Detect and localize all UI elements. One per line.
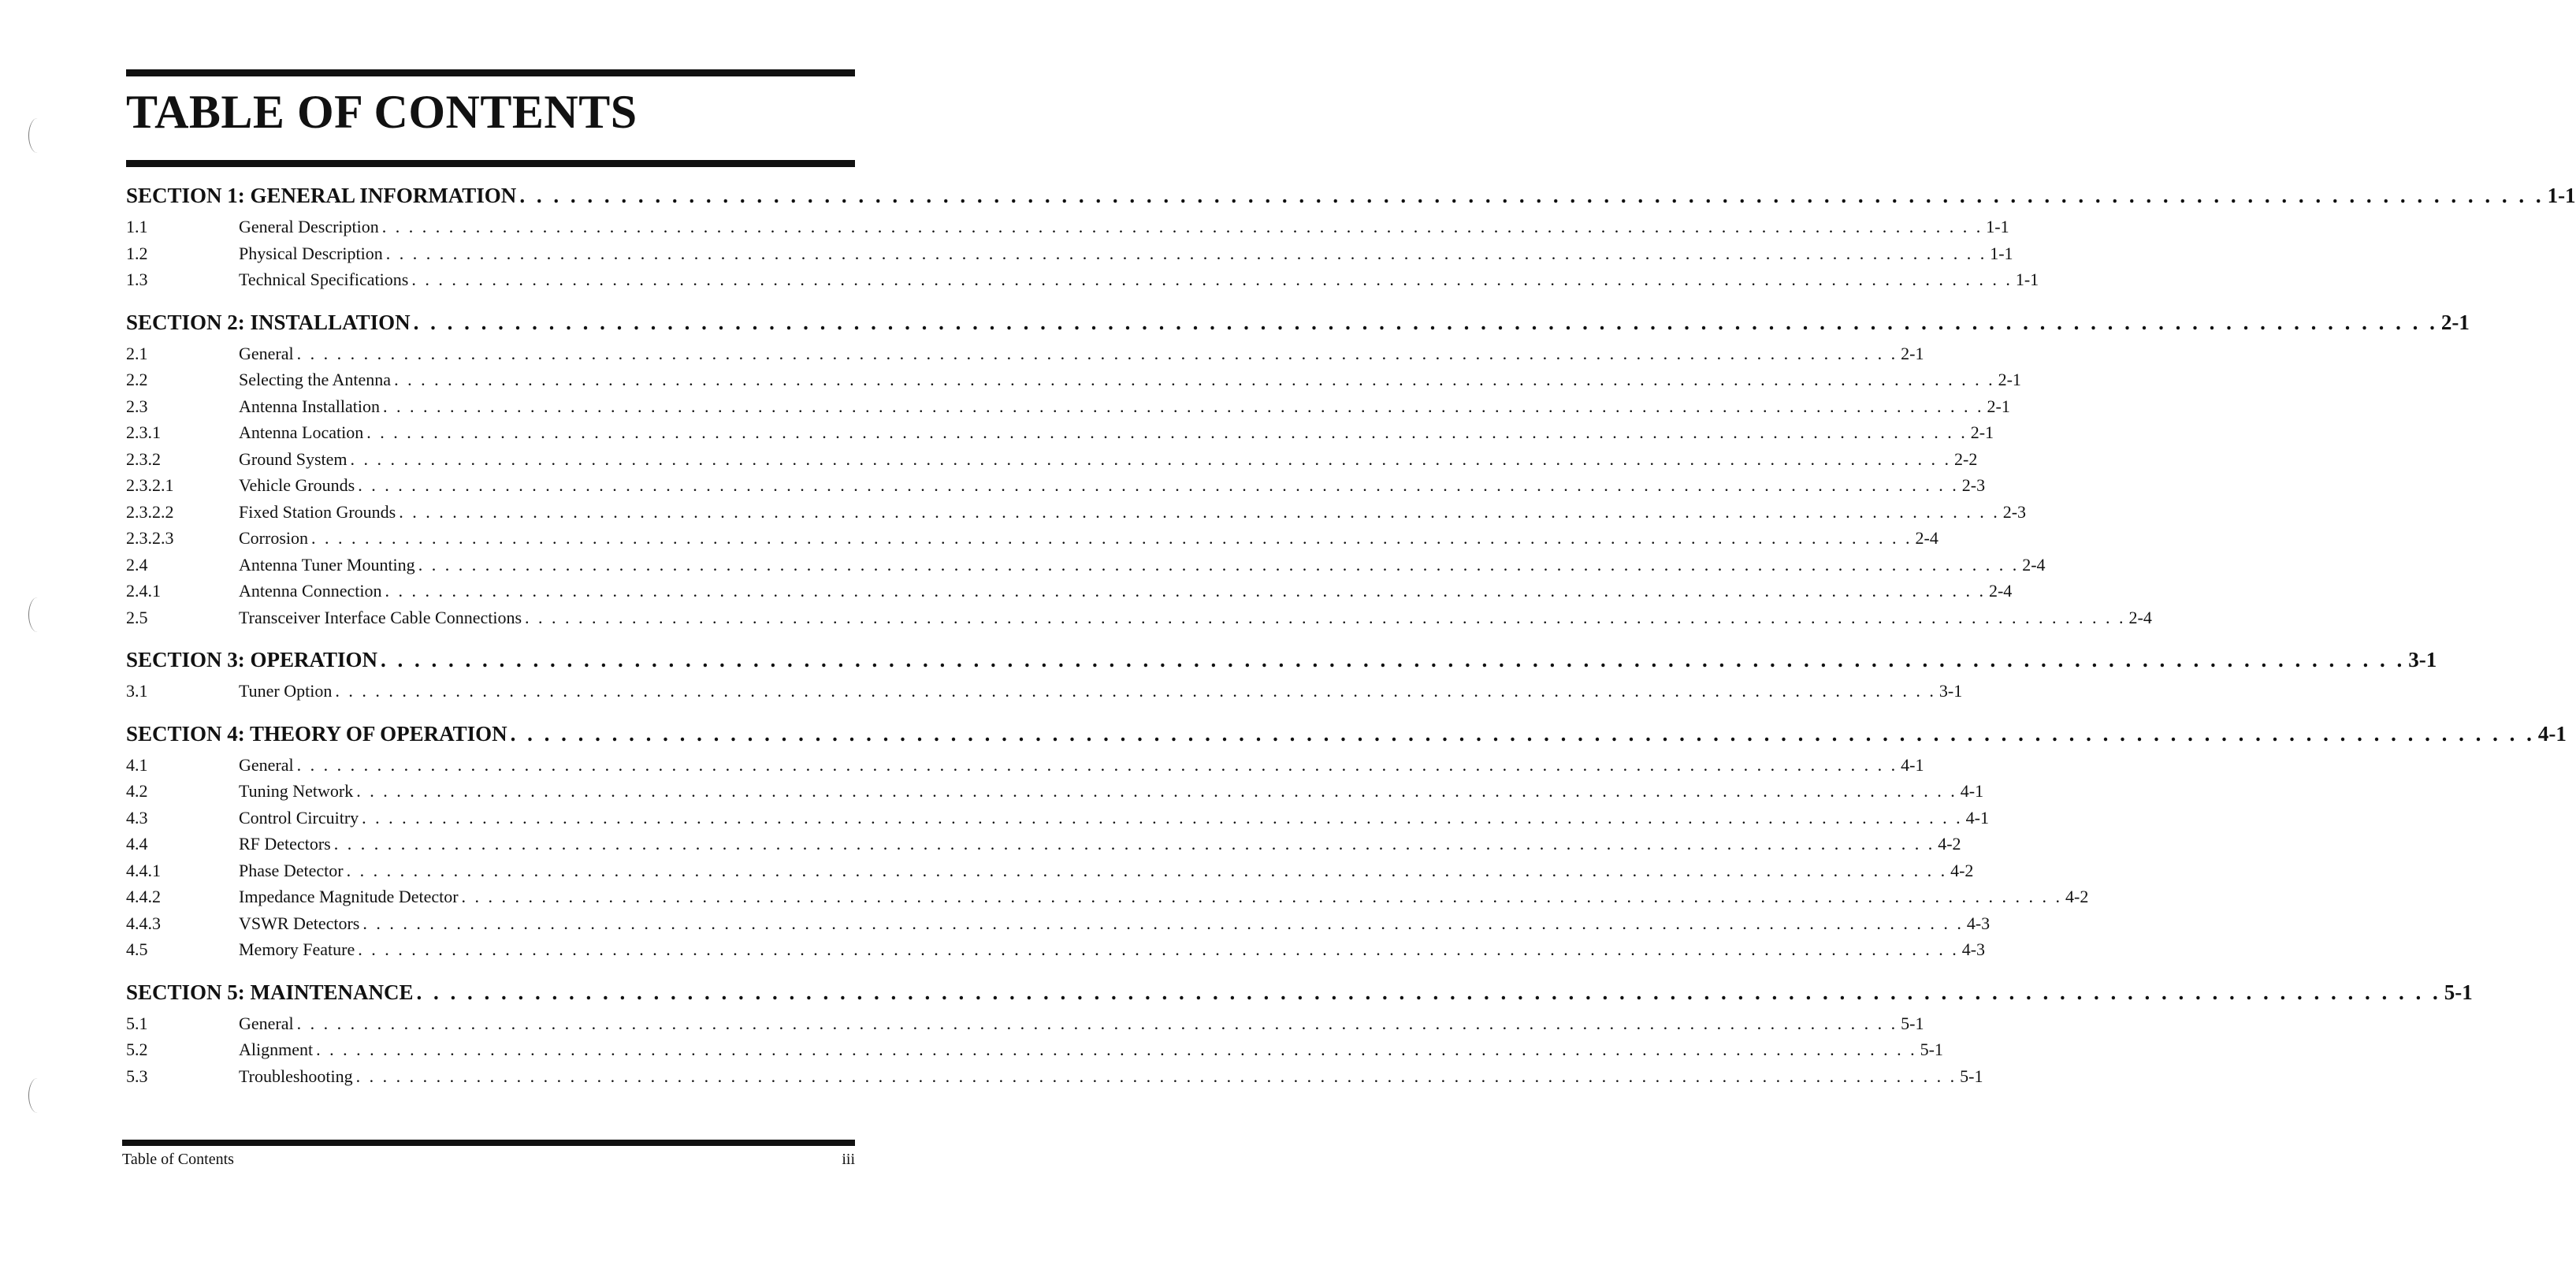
entry-page-number: 1-1 [1990, 243, 2013, 263]
entry-page-number: 4-2 [1938, 834, 1961, 854]
entry-number: 4.5 [126, 939, 148, 959]
toc-entry[interactable] [126, 936, 1986, 963]
entry-number: 2.2 [126, 370, 148, 389]
entry-number: 1.1 [126, 217, 148, 236]
entry-title: Tuner Option [239, 681, 333, 701]
toc-entry[interactable] [126, 578, 2013, 604]
entry-page-number: 2-3 [1961, 475, 1986, 495]
entry-page-number: 4-2 [2065, 887, 2089, 906]
dot-leader: . . . . . . . . . . . . . . . . . . . . . . . . . . . . . . . . . . . . . . . . . . . . . . . . . . . . . . . . . . . . . . . . . . . . . . . . . . . . . . . . . . . . . . . . . . . . . . . . . . . . . . . . . . . . . . . . . . . . . . . . [383, 396, 1984, 416]
entry-page-number: 2-3 [2002, 501, 2027, 522]
section-page-number: 3-1 [2408, 648, 2437, 671]
entry-page-number: 5-1 [1960, 1066, 1983, 1086]
entry-title: Impedance Magnitude Detector [239, 887, 459, 906]
entry-number: 4.4.1 [126, 860, 161, 880]
dot-leader: . . . . . . . . . . . . . . . . . . . . . . . . . . . . . . . . . . . . . . . . . . . . . . . . . . . . . . . . . . . . . . . . . . . . . . . . . . . . . . . . . . . . . . . . . . . . . . . . . . . . . . . . . . . . . . . . . . . . . . . . [381, 217, 1983, 236]
entry-title: Technical Specifications [239, 270, 409, 289]
entry-number: 1.3 [126, 270, 148, 289]
entry-title: Troubleshooting [239, 1066, 353, 1086]
toc-section [126, 974, 2473, 1090]
section-label: SECTION 3: OPERATION [126, 648, 378, 671]
entry-title: Transceiver Interface Cable Connections [239, 607, 522, 627]
entry-number: 4.4 [126, 834, 148, 854]
entry-title: VSWR Detectors [239, 913, 360, 933]
entry-title: Physical Description [239, 243, 383, 263]
toc-entry[interactable] [126, 604, 2152, 631]
entry-page-number: 2-1 [1970, 422, 1994, 442]
entry-page-number: 2-4 [2022, 554, 2046, 575]
section-label: SECTION 1: GENERAL INFORMATION [126, 184, 517, 207]
entry-number: 2.3.2 [126, 448, 161, 469]
entry-title: RF Detectors [239, 834, 331, 854]
entry-page-number: 4-3 [1966, 913, 1991, 933]
entry-number: 2.3.2.2 [126, 501, 174, 522]
entry-page-number: 1-1 [1986, 217, 2009, 236]
entry-page-number: 2-4 [1988, 581, 2013, 601]
entry-number: 2.3.2.3 [126, 528, 174, 548]
dot-leader: . . . . . . . . . . . . . . . . . . . . . . . . . . . . . . . . . . . . . . . . . . . . . . . . . . . . . . . . . . . . . . . . . . . . . . . . . . . . . . . . . . . . . . . . . . . . . . . . . . . . . . . . . . . . . . . . . . . . . . . . [362, 913, 1964, 933]
toc-entry[interactable] [126, 240, 2013, 267]
entry-title: Antenna Connection [239, 581, 382, 601]
toc-entry[interactable] [126, 419, 1994, 446]
table-of-contents [126, 177, 2576, 1100]
entry-title: Fixed Station Grounds [239, 501, 396, 522]
toc-entry[interactable] [126, 857, 1974, 884]
entry-page-number: 2-1 [1987, 396, 2010, 416]
dot-leader: . . . . . . . . . . . . . . . . . . . . . . . . . . . . . . . . . . . . . . . . . . . . . . . . . . . . . . . . . . . . . . . . . . . . . . . . . . . . . . . . . . . . . . . . . . . . . . . . . . . . . . . . . . . . . . . . . . . . . . . . [316, 1040, 1917, 1059]
entry-page-number: 4-3 [1961, 939, 1986, 959]
dot-leader: . . . . . . . . . . . . . . . . . . . . . . . . . . . . . . . . . . . . . . . . . . . . . . . . . . . . . . . . . . . . . . . . . . . . . . . . . . . . . . . . . . . . . . . . . . . . . . . . . . . . . . . . . . . . . . . . . . . . . . . . [356, 781, 1957, 801]
entry-number: 2.4.1 [126, 581, 161, 601]
toc-entry[interactable] [126, 393, 2010, 420]
toc-entry[interactable] [126, 552, 2046, 578]
dot-leader: . . . . . . . . . . . . . . . . . . . . . . . . . . . . . . . . . . . . . . . . . . . . . . . . . . . . . . . . . . . . . . . . . . . . . . . . . . . . . . . . . . . . . . . . . . . . . . . . . . . . . . . . . . . . . . . . . . . . . . . . [296, 343, 1898, 363]
entry-title: Antenna Tuner Mounting [239, 554, 415, 575]
dot-leader: . . . . . . . . . . . . . . . . . . . . . . . . . . . . . . . . . . . . . . . . . . . . . . . . . . . . . . . . . . . . . . . . . . . . . . . . . . . . . . . . . . . . . . . . . . . . . . . . . . . . . . . . . . . . . . . . . . . . . . . . [311, 528, 1912, 548]
entry-page-number: 4-1 [1901, 754, 1924, 775]
footer-page-number: iii [842, 1151, 855, 1168]
dot-leader: . . . . . . . . . . . . . . . . . . . . . . . . . . . . . . . . . . . . . . . . . . . . . . . . . . . . . . . . . . . . . . . . . . . . . . . . . . . . . . . . . . . . . . . . . . . . . . . . . . . . . . . . . . . . . . . . . . . . . . . . [461, 887, 2063, 906]
entry-number: 2.1 [126, 343, 148, 363]
entry-page-number: 5-1 [1920, 1040, 1943, 1059]
entry-number: 1.2 [126, 243, 148, 263]
entry-title: Control Circuitry [239, 807, 359, 828]
entry-page-number: 5-1 [1901, 1013, 1924, 1033]
toc-entry[interactable] [126, 525, 1939, 552]
entry-page-number: 3-1 [1939, 681, 1963, 701]
entry-number: 5.3 [126, 1066, 148, 1086]
entry-number: 4.4.2 [126, 887, 161, 906]
section-heading[interactable] [126, 304, 2470, 340]
toc-entry[interactable] [126, 366, 2021, 393]
section-page-number: 4-1 [2537, 721, 2567, 746]
dot-leader: . . . . . . . . . . . . . . . . . . . . . . . . . . . . . . . . . . . . . . . . . . . . . . . . . . . . . . . . . . . . . . . . . . . . . . . . . . . . . . . . . . . . . . . . . . . . . . . . . . . . . . . . . . . . . . . . . . . . . . . . [355, 1066, 1957, 1086]
dot-leader: . . . . . . . . . . . . . . . . . . . . . . . . . . . . . . . . . . . . . . . . . . . . . . . . . . . . . . . . . . . . . . . . . . . . . . . . . . . . . . . . . . . . . . . . . . . . . . . . . . . . . . . . . . . . . . . . . . . . . . . . [525, 607, 2126, 627]
entry-title: General Description [239, 217, 379, 236]
toc-entry[interactable] [126, 1036, 1943, 1063]
binder-hole-mark [28, 597, 46, 632]
entry-page-number: 2-1 [1901, 343, 1924, 363]
dot-leader: . . . . . . . . . . . . . . . . . . . . . . . . . . . . . . . . . . . . . . . . . . . . . . . . . . . . . . . . . . . . . . . . . . . . . . . . . . . . . . . . . . . . . . . . . . . . . . . . . . . . . . . . . . . . . . . . . . . . . . . . [385, 581, 1986, 601]
section-heading[interactable] [126, 177, 2576, 214]
section-page-number: 2-1 [2440, 310, 2470, 334]
dot-leader: . . . . . . . . . . . . . . . . . . . . . . . . . . . . . . . . . . . . . . . . . . . . . . . . . . . . . . . . . . . . . . . . . . . . . . . . . . . . . . . . . . . . . . . . . . . . . . . . . . . . . . . . . . . . . . . . . . . . . . . . [416, 980, 2441, 1004]
entry-number: 4.4.3 [126, 913, 161, 933]
footer-title: Table of Contents [122, 1151, 234, 1168]
dot-leader: . . . . . . . . . . . . . . . . . . . . . . . . . . . . . . . . . . . . . . . . . . . . . . . . . . . . . . . . . . . . . . . . . . . . . . . . . . . . . . . . . . . . . . . . . . . . . . . . . . . . . . . . . . . . . . . . . . . . . . . . [411, 270, 2013, 289]
toc-entry[interactable] [126, 499, 2027, 526]
dot-leader: . . . . . . . . . . . . . . . . . . . . . . . . . . . . . . . . . . . . . . . . . . . . . . . . . . . . . . . . . . . . . . . . . . . . . . . . . . . . . . . . . . . . . . . . . . . . . . . . . . . . . . . . . . . . . . . . . . . . . . . . [399, 501, 2000, 522]
dot-leader: . . . . . . . . . . . . . . . . . . . . . . . . . . . . . . . . . . . . . . . . . . . . . . . . . . . . . . . . . . . . . . . . . . . . . . . . . . . . . . . . . . . . . . . . . . . . . . . . . . . . . . . . . . . . . . . . . . . . . . . . [335, 681, 1936, 701]
entry-page-number: 2-4 [2128, 607, 2152, 627]
dot-leader: . . . . . . . . . . . . . . . . . . . . . . . . . . . . . . . . . . . . . . . . . . . . . . . . . . . . . . . . . . . . . . . . . . . . . . . . . . . . . . . . . . . . . . . . . . . . . . . . . . . . . . . . . . . . . . . . . . . . . . . . [510, 721, 2535, 746]
entry-title: Vehicle Grounds [239, 475, 355, 495]
entry-page-number: 2-2 [1954, 448, 1978, 469]
toc-entry[interactable] [126, 778, 1984, 805]
entry-number: 2.5 [126, 607, 148, 627]
entry-page-number: 4-1 [1960, 781, 1984, 801]
entry-title: Ground System [239, 448, 348, 469]
entry-number: 4.2 [126, 781, 148, 801]
toc-section [126, 716, 2567, 963]
dot-leader: . . . . . . . . . . . . . . . . . . . . . . . . . . . . . . . . . . . . . . . . . . . . . . . . . . . . . . . . . . . . . . . . . . . . . . . . . . . . . . . . . . . . . . . . . . . . . . . . . . . . . . . . . . . . . . . . . . . . . . . . [296, 754, 1898, 775]
dot-leader: . . . . . . . . . . . . . . . . . . . . . . . . . . . . . . . . . . . . . . . . . . . . . . . . . . . . . . . . . . . . . . . . . . . . . . . . . . . . . . . . . . . . . . . . . . . . . . . . . . . . . . . . . . . . . . . . . . . . . . . . [519, 184, 2544, 207]
dot-leader: . . . . . . . . . . . . . . . . . . . . . . . . . . . . . . . . . . . . . . . . . . . . . . . . . . . . . . . . . . . . . . . . . . . . . . . . . . . . . . . . . . . . . . . . . . . . . . . . . . . . . . . . . . . . . . . . . . . . . . . . [362, 807, 1963, 828]
entry-title: Tuning Network [239, 781, 354, 801]
entry-title: General [239, 1013, 294, 1033]
entry-number: 5.1 [126, 1013, 148, 1033]
binder-hole-mark [28, 118, 46, 153]
dot-leader: . . . . . . . . . . . . . . . . . . . . . . . . . . . . . . . . . . . . . . . . . . . . . . . . . . . . . . . . . . . . . . . . . . . . . . . . . . . . . . . . . . . . . . . . . . . . . . . . . . . . . . . . . . . . . . . . . . . . . . . . [413, 310, 2438, 334]
entry-number: 5.2 [126, 1040, 148, 1059]
entry-title: General [239, 754, 294, 775]
page-footer [122, 1151, 855, 1169]
section-page-number: 5-1 [2444, 980, 2473, 1004]
toc-entry[interactable] [126, 1010, 1924, 1037]
toc-entry[interactable] [126, 1063, 1983, 1090]
entry-number: 4.1 [126, 754, 148, 775]
entry-title: Antenna Location [239, 422, 364, 442]
entry-title: Memory Feature [239, 939, 355, 959]
toc-section [126, 642, 2437, 705]
dot-leader: . . . . . . . . . . . . . . . . . . . . . . . . . . . . . . . . . . . . . . . . . . . . . . . . . . . . . . . . . . . . . . . . . . . . . . . . . . . . . . . . . . . . . . . . . . . . . . . . . . . . . . . . . . . . . . . . . . . . . . . . [358, 939, 1959, 959]
dot-leader: . . . . . . . . . . . . . . . . . . . . . . . . . . . . . . . . . . . . . . . . . . . . . . . . . . . . . . . . . . . . . . . . . . . . . . . . . . . . . . . . . . . . . . . . . . . . . . . . . . . . . . . . . . . . . . . . . . . . . . . . [394, 370, 1995, 389]
toc-entry[interactable] [126, 266, 2039, 293]
entry-number: 2.4 [126, 554, 148, 575]
entry-number: 2.3 [126, 396, 148, 416]
entry-title: Alignment [239, 1040, 314, 1059]
dot-leader: . . . . . . . . . . . . . . . . . . . . . . . . . . . . . . . . . . . . . . . . . . . . . . . . . . . . . . . . . . . . . . . . . . . . . . . . . . . . . . . . . . . . . . . . . . . . . . . . . . . . . . . . . . . . . . . . . . . . . . . . [346, 860, 1948, 880]
dot-leader: . . . . . . . . . . . . . . . . . . . . . . . . . . . . . . . . . . . . . . . . . . . . . . . . . . . . . . . . . . . . . . . . . . . . . . . . . . . . . . . . . . . . . . . . . . . . . . . . . . . . . . . . . . . . . . . . . . . . . . . . [385, 243, 1987, 263]
entry-page-number: 2-4 [1915, 528, 1939, 548]
toc-entry[interactable] [126, 831, 1961, 857]
toc-entry[interactable] [126, 752, 1924, 779]
dot-leader: . . . . . . . . . . . . . . . . . . . . . . . . . . . . . . . . . . . . . . . . . . . . . . . . . . . . . . . . . . . . . . . . . . . . . . . . . . . . . . . . . . . . . . . . . . . . . . . . . . . . . . . . . . . . . . . . . . . . . . . . [366, 422, 1968, 442]
dot-leader: . . . . . . . . . . . . . . . . . . . . . . . . . . . . . . . . . . . . . . . . . . . . . . . . . . . . . . . . . . . . . . . . . . . . . . . . . . . . . . . . . . . . . . . . . . . . . . . . . . . . . . . . . . . . . . . . . . . . . . . . [418, 554, 2020, 575]
toc-entry[interactable] [126, 340, 1924, 367]
dot-leader: . . . . . . . . . . . . . . . . . . . . . . . . . . . . . . . . . . . . . . . . . . . . . . . . . . . . . . . . . . . . . . . . . . . . . . . . . . . . . . . . . . . . . . . . . . . . . . . . . . . . . . . . . . . . . . . . . . . . . . . . [333, 834, 1935, 854]
entry-title: Phase Detector [239, 860, 344, 880]
top-rule [126, 69, 855, 76]
section-heading[interactable] [126, 974, 2473, 1010]
entry-number: 2.3.1 [126, 422, 161, 442]
entry-title: Selecting the Antenna [239, 370, 392, 389]
entry-number: 3.1 [126, 681, 148, 701]
entry-page-number: 2-1 [1998, 370, 2021, 389]
section-label: SECTION 2: INSTALLATION [126, 310, 411, 334]
entry-page-number: 4-1 [1965, 807, 1989, 828]
toc-entry[interactable] [126, 678, 1963, 705]
section-label: SECTION 5: MAINTENANCE [126, 980, 414, 1004]
entry-number: 4.3 [126, 807, 148, 828]
section-page-number: 1-1 [2547, 184, 2576, 207]
entry-title: Corrosion [239, 528, 308, 548]
toc-entry[interactable] [126, 446, 1978, 473]
toc-entry[interactable] [126, 472, 1986, 499]
entry-page-number: 1-1 [2015, 270, 2039, 289]
section-heading[interactable] [126, 642, 2437, 678]
dot-leader: . . . . . . . . . . . . . . . . . . . . . . . . . . . . . . . . . . . . . . . . . . . . . . . . . . . . . . . . . . . . . . . . . . . . . . . . . . . . . . . . . . . . . . . . . . . . . . . . . . . . . . . . . . . . . . . . . . . . . . . . [358, 475, 1959, 495]
toc-entry[interactable] [126, 910, 1991, 937]
entry-number: 2.3.2.1 [126, 475, 174, 495]
dot-leader: . . . . . . . . . . . . . . . . . . . . . . . . . . . . . . . . . . . . . . . . . . . . . . . . . . . . . . . . . . . . . . . . . . . . . . . . . . . . . . . . . . . . . . . . . . . . . . . . . . . . . . . . . . . . . . . . . . . . . . . . [381, 648, 2406, 671]
toc-section [126, 177, 2576, 293]
toc-entry[interactable] [126, 214, 2009, 240]
entry-title: Antenna Installation [239, 396, 381, 416]
entry-title: General [239, 343, 294, 363]
dot-leader: . . . . . . . . . . . . . . . . . . . . . . . . . . . . . . . . . . . . . . . . . . . . . . . . . . . . . . . . . . . . . . . . . . . . . . . . . . . . . . . . . . . . . . . . . . . . . . . . . . . . . . . . . . . . . . . . . . . . . . . . [350, 448, 1951, 469]
toc-entry[interactable] [126, 805, 1989, 831]
dot-leader: . . . . . . . . . . . . . . . . . . . . . . . . . . . . . . . . . . . . . . . . . . . . . . . . . . . . . . . . . . . . . . . . . . . . . . . . . . . . . . . . . . . . . . . . . . . . . . . . . . . . . . . . . . . . . . . . . . . . . . . . [296, 1013, 1898, 1033]
section-heading[interactable] [126, 716, 2567, 752]
binder-hole-mark [28, 1078, 46, 1113]
entry-page-number: 4-2 [1950, 860, 1974, 880]
page-title: TABLE OF CONTENTS [126, 86, 637, 138]
section-label: SECTION 4: THEORY OF OPERATION [126, 721, 507, 746]
title-rule [126, 160, 855, 167]
footer-rule [122, 1140, 855, 1146]
toc-entry[interactable] [126, 883, 2089, 910]
toc-section [126, 304, 2470, 631]
